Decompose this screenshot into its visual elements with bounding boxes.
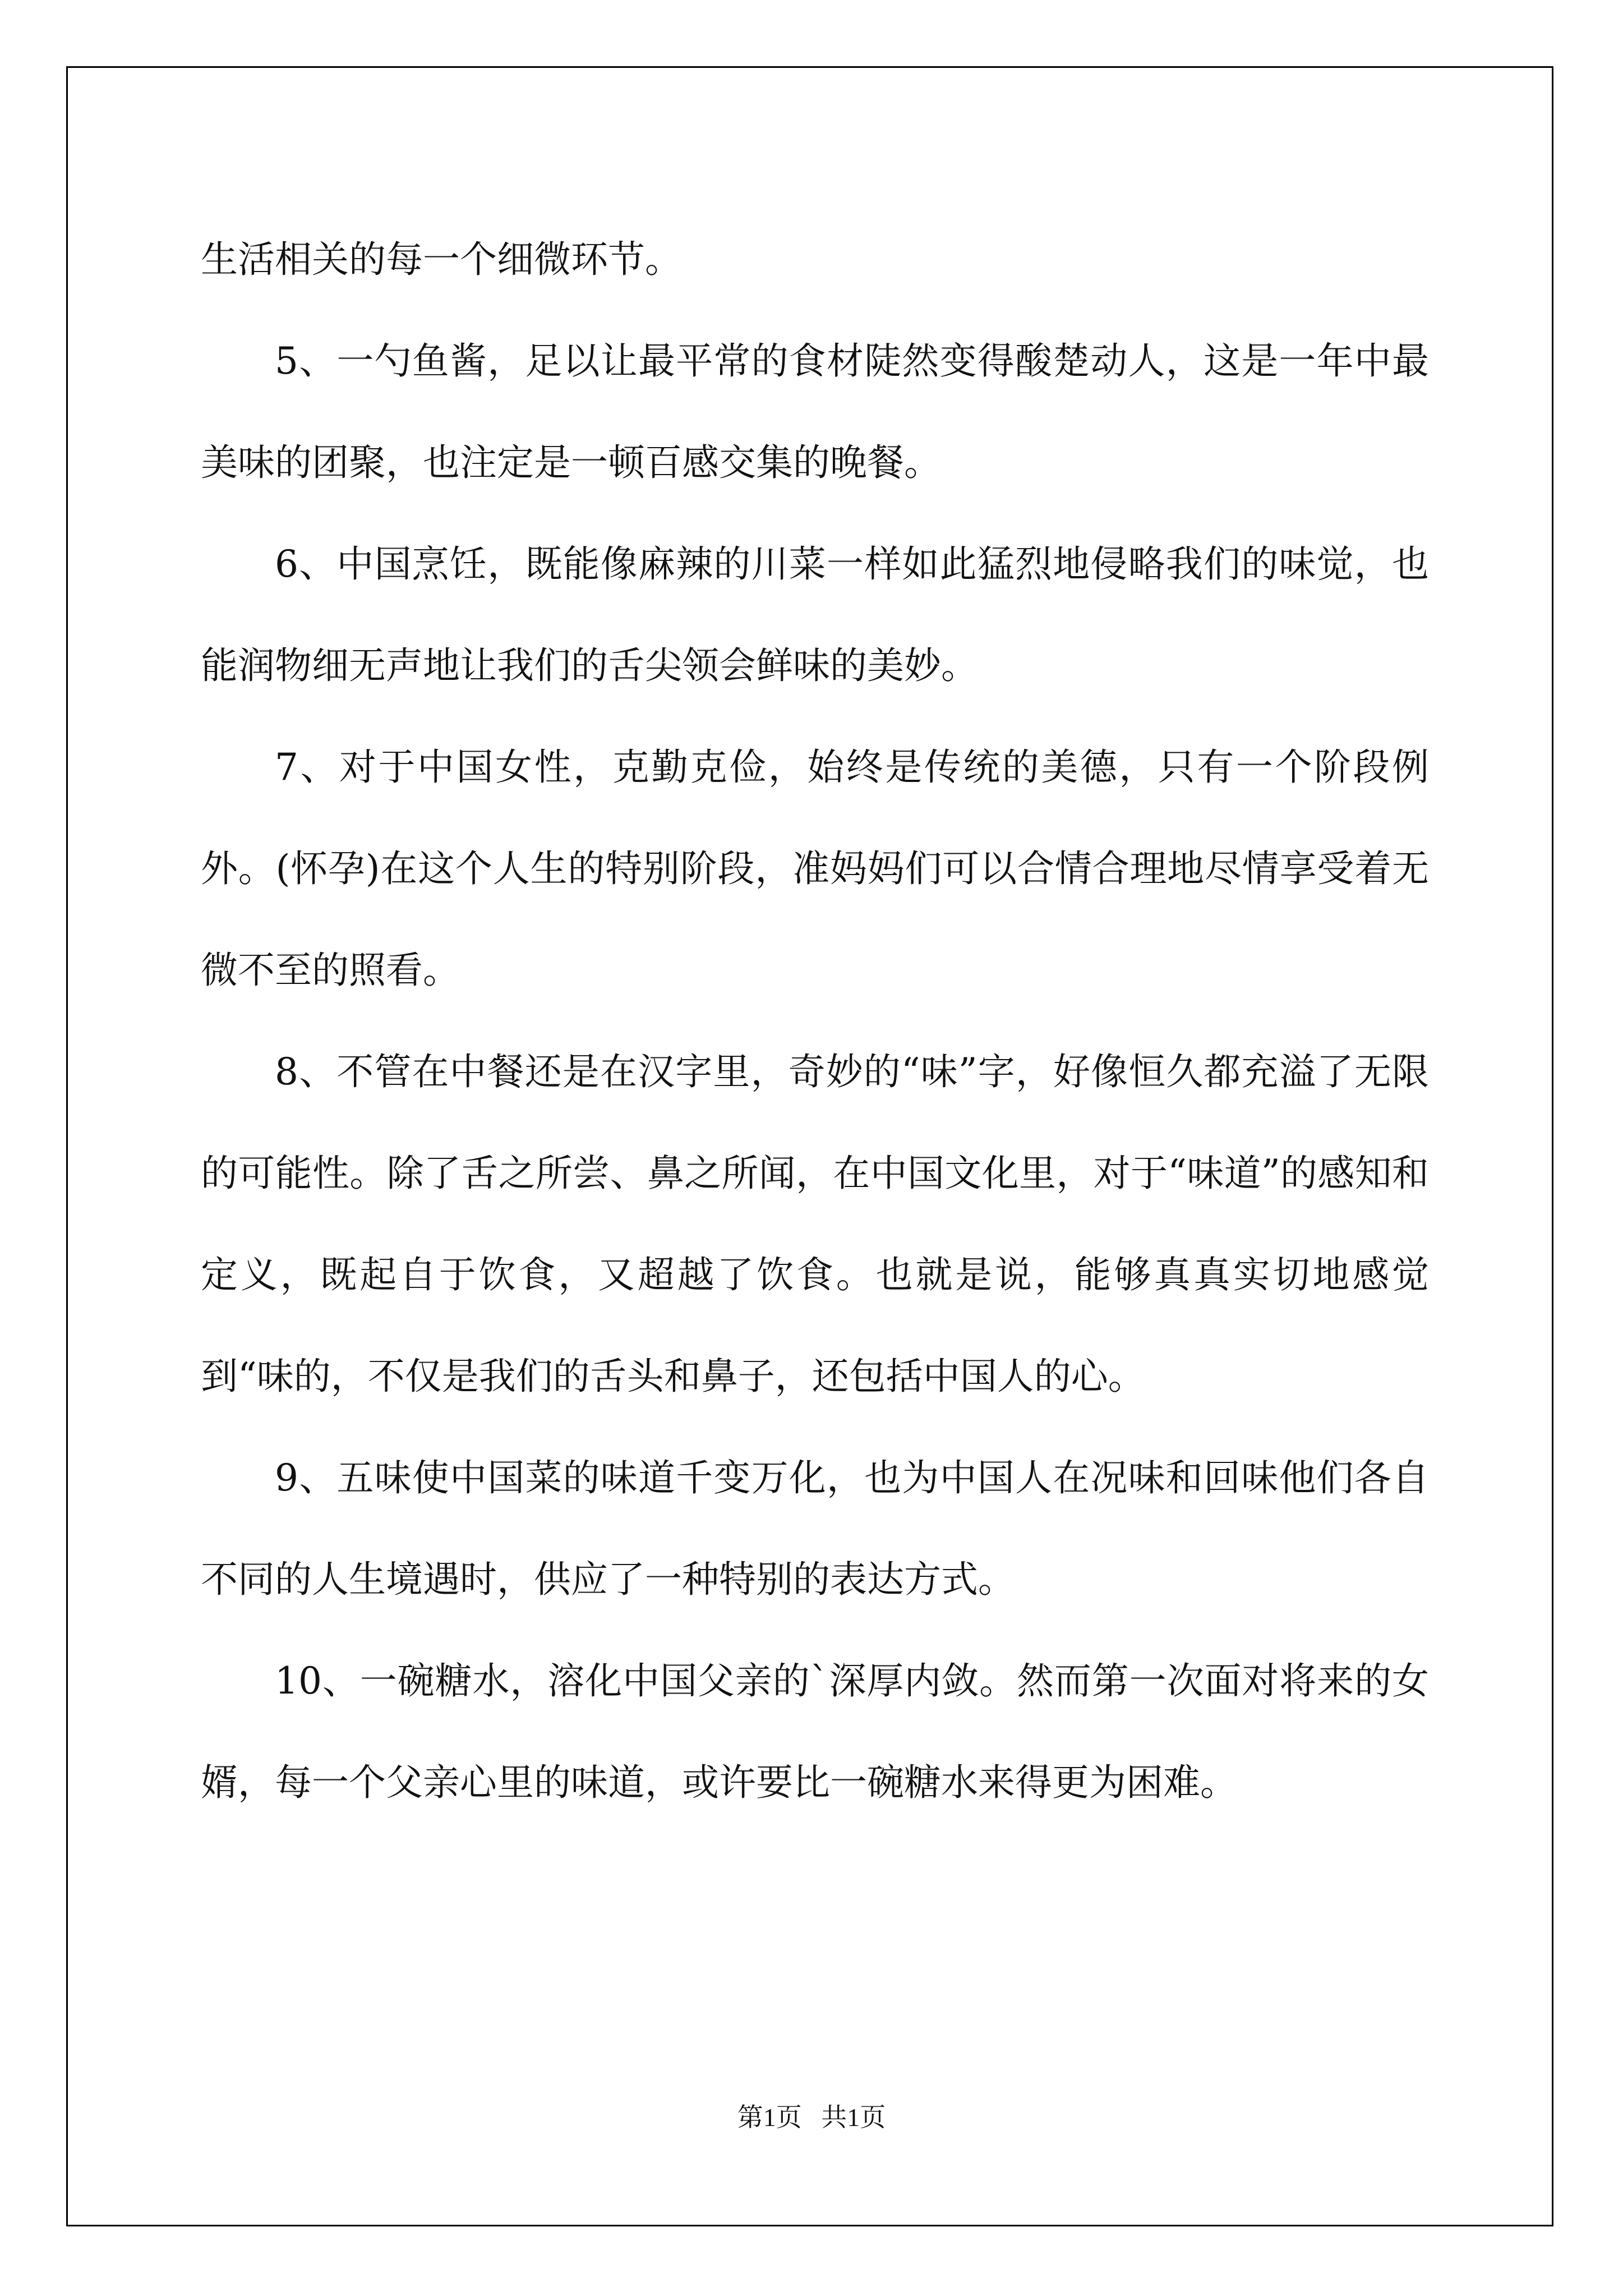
paragraph-item-8: 8、不管在中餐还是在汉字里，奇妙的“味”字，好像恒久都充溢了无限的可能性。除了舌之所尝、鼻之所闻，在中国文化里，对于“味道”的感知和定义，既起自于饮食，又超越了饮食。也就是说，能够真真实切地感觉到“味的，不仅是我们的舌头和鼻子，还包括中国人的心。 xyxy=(201,1050,1429,1398)
paragraph-continuation: 生活相关的每一个细微环节。 xyxy=(201,238,682,281)
paragraph-item-9: 9、五味使中国菜的味道千变万化，也为中国人在况味和回味他们各自不同的人生境遇时，供应了一种特别的表达方式。 xyxy=(201,1456,1429,1601)
paragraph-item-5: 5、一勺鱼酱，足以让最平常的食材陡然变得酸楚动人，这是一年中最美味的团聚，也注定是一顿百感交集的晚餐。 xyxy=(201,339,1429,484)
document-body xyxy=(201,209,1429,1833)
paragraph-item-6: 6、中国烹饪，既能像麻辣的川菜一样如此猛烈地侵略我们的味觉，也能润物细无声地让我们的舌尖领会鲜味的美妙。 xyxy=(201,542,1429,687)
page-number-footer: 第1页 共1页 xyxy=(737,2103,886,2132)
paragraph-item-7: 7、对于中国女性，克勤克俭，始终是传统的美德，只有一个阶段例外。(怀孕)在这个人生的特别阶段，准妈妈们可以合情合理地尽情享受着无微不至的照看。 xyxy=(201,746,1429,992)
paragraph-item-10: 10、一碗糖水，溶化中国父亲的`深厚内敛。然而第一次面对将来的女婿，每一个父亲心里的味道，或许要比一碗糖水来得更为困难。 xyxy=(201,1659,1429,1804)
